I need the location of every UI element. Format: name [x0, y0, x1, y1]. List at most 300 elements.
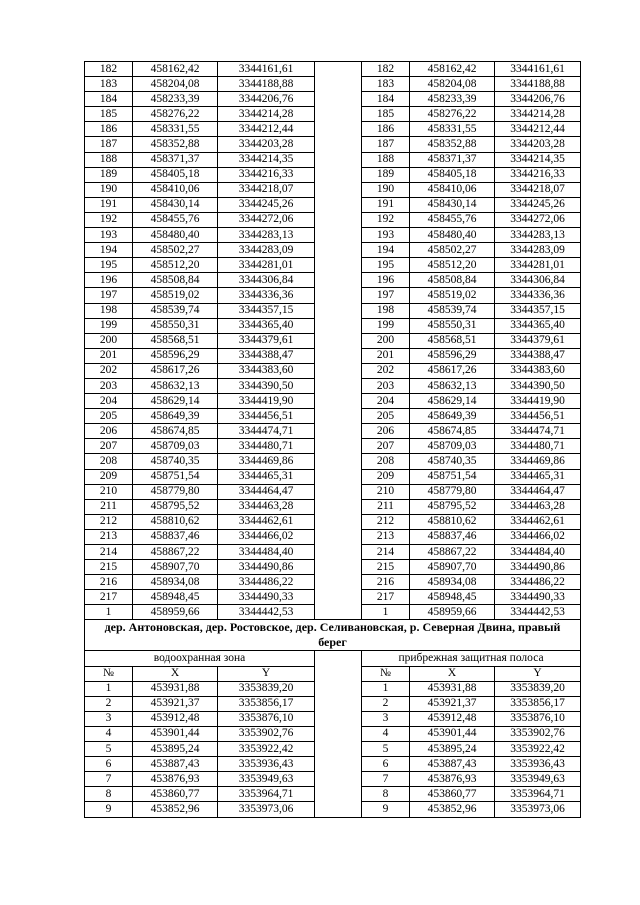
coord-x: 458907,70 [133, 560, 218, 575]
table-row [85, 303, 581, 318]
coord-x: 458751,54 [133, 469, 218, 484]
point-number: 190 [85, 182, 133, 197]
coord-x: 458568,51 [410, 333, 495, 348]
point-number: 208 [362, 454, 410, 469]
coord-y: 3353856,17 [495, 696, 581, 711]
coord-y: 3344283,13 [218, 228, 315, 243]
coord-y: 3344216,33 [218, 167, 315, 182]
coord-y: 3344283,09 [495, 243, 581, 258]
table-row [85, 514, 581, 529]
column-gap [315, 726, 362, 741]
point-number: 191 [362, 197, 410, 212]
coord-x: 458596,29 [133, 348, 218, 363]
coord-x: 458629,14 [410, 394, 495, 409]
column-gap [315, 107, 362, 122]
column-gap [315, 605, 362, 620]
column-gap [315, 651, 362, 666]
coord-y: 3344480,71 [218, 439, 315, 454]
coord-x: 458455,76 [133, 212, 218, 227]
coord-y: 3344480,71 [495, 439, 581, 454]
table-row [85, 182, 581, 197]
coord-y: 3353902,76 [495, 726, 581, 741]
column-gap [315, 681, 362, 696]
coord-x: 458837,46 [133, 529, 218, 544]
coord-y: 3353876,10 [218, 711, 315, 726]
point-number: 209 [362, 469, 410, 484]
column-gap [315, 318, 362, 333]
coord-y: 3344486,22 [495, 575, 581, 590]
coord-x: 458204,08 [133, 77, 218, 92]
point-number: 4 [85, 726, 133, 741]
point-number: 185 [362, 107, 410, 122]
point-number: 3 [85, 711, 133, 726]
table-row [85, 137, 581, 152]
coord-y: 3344442,53 [218, 605, 315, 620]
coord-y: 3344283,13 [495, 228, 581, 243]
top-rows [85, 62, 581, 620]
coord-y: 3344388,47 [218, 348, 315, 363]
coord-x: 453895,24 [133, 742, 218, 757]
coord-y: 3344203,28 [495, 137, 581, 152]
point-number: 186 [85, 122, 133, 137]
coord-y: 3344474,71 [495, 424, 581, 439]
point-number: 214 [85, 545, 133, 560]
col-header-x: X [410, 666, 495, 681]
column-gap [315, 62, 362, 77]
coord-y: 3344462,61 [218, 514, 315, 529]
coord-y: 3344456,51 [495, 409, 581, 424]
coord-y: 3344214,28 [495, 107, 581, 122]
coord-x: 458502,27 [133, 243, 218, 258]
right-zone-title: прибрежная защитная полоса [362, 651, 581, 666]
point-number: 212 [362, 514, 410, 529]
coord-x: 458455,76 [410, 212, 495, 227]
table-row [85, 258, 581, 273]
table-row [85, 243, 581, 258]
point-number: 195 [85, 258, 133, 273]
coord-x: 458810,62 [133, 514, 218, 529]
point-number: 186 [362, 122, 410, 137]
coord-y: 3353936,43 [218, 757, 315, 772]
point-number: 213 [362, 529, 410, 544]
table-row [85, 424, 581, 439]
coord-x: 458550,31 [133, 318, 218, 333]
point-number: 193 [85, 228, 133, 243]
column-gap [315, 348, 362, 363]
coord-x: 458430,14 [133, 197, 218, 212]
point-number: 1 [85, 605, 133, 620]
coord-x: 458948,45 [410, 590, 495, 605]
coord-x: 458410,06 [410, 182, 495, 197]
coord-x: 458629,14 [133, 394, 218, 409]
table-row [85, 107, 581, 122]
coord-x: 453895,24 [410, 742, 495, 757]
coord-x: 458674,85 [133, 424, 218, 439]
coord-x: 458649,39 [410, 409, 495, 424]
table-row [85, 560, 581, 575]
table-row [85, 787, 581, 802]
table-row [85, 409, 581, 424]
point-number: 3 [362, 711, 410, 726]
coord-y: 3344218,07 [495, 182, 581, 197]
column-gap [315, 742, 362, 757]
coord-y: 3353949,63 [495, 772, 581, 787]
coord-y: 3344306,84 [218, 273, 315, 288]
point-number: 2 [362, 696, 410, 711]
coord-x: 458709,03 [410, 439, 495, 454]
point-number: 210 [362, 484, 410, 499]
column-gap [315, 545, 362, 560]
point-number: 217 [362, 590, 410, 605]
column-gap [315, 514, 362, 529]
coord-y: 3353902,76 [218, 726, 315, 741]
coord-y: 3344206,76 [218, 92, 315, 107]
coord-y: 3344419,90 [495, 394, 581, 409]
column-gap [315, 92, 362, 107]
column-gap [315, 363, 362, 378]
coord-x: 458934,08 [410, 575, 495, 590]
section-header [85, 620, 581, 681]
coord-x: 458795,52 [133, 499, 218, 514]
coord-x: 458371,37 [133, 152, 218, 167]
point-number: 201 [362, 348, 410, 363]
table-row [85, 590, 581, 605]
table-row [85, 605, 581, 620]
coord-y: 3344490,33 [218, 590, 315, 605]
column-gap [315, 212, 362, 227]
bottom-rows [85, 681, 581, 817]
coord-y: 3344462,61 [495, 514, 581, 529]
table-row [85, 197, 581, 212]
col-header-num: № [85, 666, 133, 681]
coord-x: 458596,29 [410, 348, 495, 363]
coord-x: 458740,35 [133, 454, 218, 469]
coord-x: 458508,84 [133, 273, 218, 288]
table-row [85, 484, 581, 499]
coord-x: 458837,46 [410, 529, 495, 544]
point-number: 189 [362, 167, 410, 182]
table-row [85, 378, 581, 393]
column-gap [315, 802, 362, 817]
coord-x: 458779,80 [410, 484, 495, 499]
point-number: 1 [85, 681, 133, 696]
point-number: 1 [362, 681, 410, 696]
coord-x: 458162,42 [133, 62, 218, 77]
coord-y: 3344188,88 [218, 77, 315, 92]
point-number: 1 [362, 605, 410, 620]
table-row [85, 575, 581, 590]
point-number: 2 [85, 696, 133, 711]
coord-x: 458959,66 [133, 605, 218, 620]
coord-x: 458502,27 [410, 243, 495, 258]
column-gap [315, 228, 362, 243]
coord-x: 458709,03 [133, 439, 218, 454]
point-number: 206 [362, 424, 410, 439]
table-row [85, 167, 581, 182]
coord-y: 3344463,28 [218, 499, 315, 514]
coord-y: 3344245,26 [218, 197, 315, 212]
coord-y: 3344283,09 [218, 243, 315, 258]
coord-y: 3353964,71 [218, 787, 315, 802]
coord-y: 3344161,61 [495, 62, 581, 77]
point-number: 205 [362, 409, 410, 424]
point-number: 216 [362, 575, 410, 590]
table-row [85, 212, 581, 227]
coord-x: 458810,62 [410, 514, 495, 529]
coord-y: 3353936,43 [495, 757, 581, 772]
table-row [85, 499, 581, 514]
coord-x: 458405,18 [133, 167, 218, 182]
coord-y: 3353839,20 [495, 681, 581, 696]
coord-x: 453912,48 [410, 711, 495, 726]
column-gap [315, 394, 362, 409]
coord-y: 3344272,06 [495, 212, 581, 227]
column-gap [315, 696, 362, 711]
coord-x: 458331,55 [410, 122, 495, 137]
point-number: 6 [362, 757, 410, 772]
table-row [85, 742, 581, 757]
coord-y: 3344465,31 [495, 469, 581, 484]
coord-x: 458948,45 [133, 590, 218, 605]
point-number: 212 [85, 514, 133, 529]
coord-x: 458276,22 [133, 107, 218, 122]
table-row [85, 273, 581, 288]
coord-y: 3344218,07 [218, 182, 315, 197]
point-number: 6 [85, 757, 133, 772]
point-number: 184 [362, 92, 410, 107]
coord-x: 458617,26 [133, 363, 218, 378]
coord-y: 3344466,02 [495, 529, 581, 544]
coord-y: 3344469,86 [495, 454, 581, 469]
coord-x: 458632,13 [410, 378, 495, 393]
coord-x: 458480,40 [410, 228, 495, 243]
table-row [85, 348, 581, 363]
coord-y: 3344388,47 [495, 348, 581, 363]
point-number: 182 [85, 62, 133, 77]
point-number: 213 [85, 529, 133, 544]
column-gap [315, 575, 362, 590]
coord-y: 3344245,26 [495, 197, 581, 212]
coord-y: 3344466,02 [218, 529, 315, 544]
coord-y: 3344383,60 [218, 363, 315, 378]
column-gap [315, 529, 362, 544]
coord-y: 3353973,06 [218, 802, 315, 817]
coord-x: 453852,96 [410, 802, 495, 817]
column-gap [315, 484, 362, 499]
table-row [85, 454, 581, 469]
column-gap [315, 499, 362, 514]
coord-y: 3344442,53 [495, 605, 581, 620]
coord-x: 453876,93 [133, 772, 218, 787]
coord-x: 458233,39 [133, 92, 218, 107]
column-gap [315, 454, 362, 469]
column-gap [315, 303, 362, 318]
point-number: 200 [85, 333, 133, 348]
point-number: 5 [85, 742, 133, 757]
section-title: дер. Антоновская, дер. Ростовское, дер. Селивановская, р. Северная Двина, правый берег [85, 620, 581, 651]
point-number: 5 [362, 742, 410, 757]
point-number: 187 [362, 137, 410, 152]
coord-y: 3353856,17 [218, 696, 315, 711]
coord-x: 453860,77 [133, 787, 218, 802]
coord-y: 3344464,47 [218, 484, 315, 499]
point-number: 202 [85, 363, 133, 378]
coord-x: 458751,54 [410, 469, 495, 484]
coord-x: 458934,08 [133, 575, 218, 590]
table-row [85, 757, 581, 772]
point-number: 203 [362, 378, 410, 393]
coord-x: 458867,22 [133, 545, 218, 560]
coord-x: 458410,06 [133, 182, 218, 197]
point-number: 193 [362, 228, 410, 243]
coord-x: 453921,37 [133, 696, 218, 711]
table-row [85, 92, 581, 107]
table-row [85, 62, 581, 77]
coord-y: 3344464,47 [495, 484, 581, 499]
point-number: 206 [85, 424, 133, 439]
coord-y: 3344474,71 [218, 424, 315, 439]
point-number: 196 [85, 273, 133, 288]
coord-y: 3344206,76 [495, 92, 581, 107]
coord-y: 3344365,40 [218, 318, 315, 333]
column-gap [315, 772, 362, 787]
coord-y: 3344484,40 [218, 545, 315, 560]
point-number: 198 [85, 303, 133, 318]
coord-y: 3344272,06 [218, 212, 315, 227]
point-number: 196 [362, 273, 410, 288]
point-number: 8 [362, 787, 410, 802]
coord-y: 3344214,35 [495, 152, 581, 167]
table-row [85, 333, 581, 348]
coord-x: 458430,14 [410, 197, 495, 212]
table-row [85, 77, 581, 92]
table-row [85, 529, 581, 544]
coord-x: 458405,18 [410, 167, 495, 182]
coord-y: 3344456,51 [218, 409, 315, 424]
coord-y: 3344281,01 [495, 258, 581, 273]
point-number: 217 [85, 590, 133, 605]
column-gap [315, 757, 362, 772]
coord-y: 3344379,61 [495, 333, 581, 348]
coord-x: 453901,44 [410, 726, 495, 741]
point-number: 209 [85, 469, 133, 484]
coord-y: 3353949,63 [218, 772, 315, 787]
table-row [85, 288, 581, 303]
coord-x: 458508,84 [410, 273, 495, 288]
point-number: 189 [85, 167, 133, 182]
column-gap [315, 590, 362, 605]
coord-x: 458512,20 [133, 258, 218, 273]
table-row [85, 469, 581, 484]
table-row [85, 802, 581, 817]
column-gap [315, 258, 362, 273]
column-gap [315, 333, 362, 348]
coord-x: 458550,31 [410, 318, 495, 333]
table-row [85, 681, 581, 696]
coord-y: 3344216,33 [495, 167, 581, 182]
col-header-y: Y [495, 666, 581, 681]
col-header-x: X [133, 666, 218, 681]
coord-y: 3344214,28 [218, 107, 315, 122]
point-number: 9 [362, 802, 410, 817]
table-row [85, 228, 581, 243]
column-gap [315, 469, 362, 484]
point-number: 200 [362, 333, 410, 348]
column-gap [315, 137, 362, 152]
point-number: 182 [362, 62, 410, 77]
point-number: 191 [85, 197, 133, 212]
coord-x: 458512,20 [410, 258, 495, 273]
coord-x: 458519,02 [410, 288, 495, 303]
coord-x: 458632,13 [133, 378, 218, 393]
col-header-num: № [362, 666, 410, 681]
point-number: 190 [362, 182, 410, 197]
point-number: 216 [85, 575, 133, 590]
point-number: 188 [362, 152, 410, 167]
point-number: 210 [85, 484, 133, 499]
point-number: 204 [362, 394, 410, 409]
coord-y: 3344357,15 [495, 303, 581, 318]
point-number: 184 [85, 92, 133, 107]
coord-y: 3344390,50 [218, 378, 315, 393]
column-gap [315, 167, 362, 182]
coord-x: 453901,44 [133, 726, 218, 741]
column-gap [315, 243, 362, 258]
point-number: 183 [362, 77, 410, 92]
column-gap [315, 409, 362, 424]
coord-y: 3344188,88 [495, 77, 581, 92]
coord-y: 3344203,28 [218, 137, 315, 152]
point-number: 192 [362, 212, 410, 227]
column-gap [315, 152, 362, 167]
table-row [85, 545, 581, 560]
coord-x: 458371,37 [410, 152, 495, 167]
coord-x: 458276,22 [410, 107, 495, 122]
coord-x: 453931,88 [410, 681, 495, 696]
point-number: 188 [85, 152, 133, 167]
coord-y: 3344419,90 [218, 394, 315, 409]
coord-x: 453921,37 [410, 696, 495, 711]
coord-x: 453912,48 [133, 711, 218, 726]
table-row [85, 711, 581, 726]
coord-x: 458352,88 [133, 137, 218, 152]
coord-x: 458907,70 [410, 560, 495, 575]
point-number: 199 [362, 318, 410, 333]
column-gap [315, 424, 362, 439]
point-number: 194 [85, 243, 133, 258]
point-number: 197 [362, 288, 410, 303]
coord-y: 3344490,33 [495, 590, 581, 605]
coord-x: 453860,77 [410, 787, 495, 802]
point-number: 202 [362, 363, 410, 378]
point-number: 211 [85, 499, 133, 514]
coord-x: 453931,88 [133, 681, 218, 696]
coord-x: 453876,93 [410, 772, 495, 787]
point-number: 194 [362, 243, 410, 258]
point-number: 183 [85, 77, 133, 92]
coord-y: 3353922,42 [495, 742, 581, 757]
point-number: 207 [362, 439, 410, 454]
coord-y: 3344390,50 [495, 378, 581, 393]
point-number: 185 [85, 107, 133, 122]
point-number: 199 [85, 318, 133, 333]
coord-y: 3353839,20 [218, 681, 315, 696]
coord-y: 3353876,10 [495, 711, 581, 726]
col-header-y: Y [218, 666, 315, 681]
table-row [85, 363, 581, 378]
table-row [85, 318, 581, 333]
point-number: 7 [85, 772, 133, 787]
